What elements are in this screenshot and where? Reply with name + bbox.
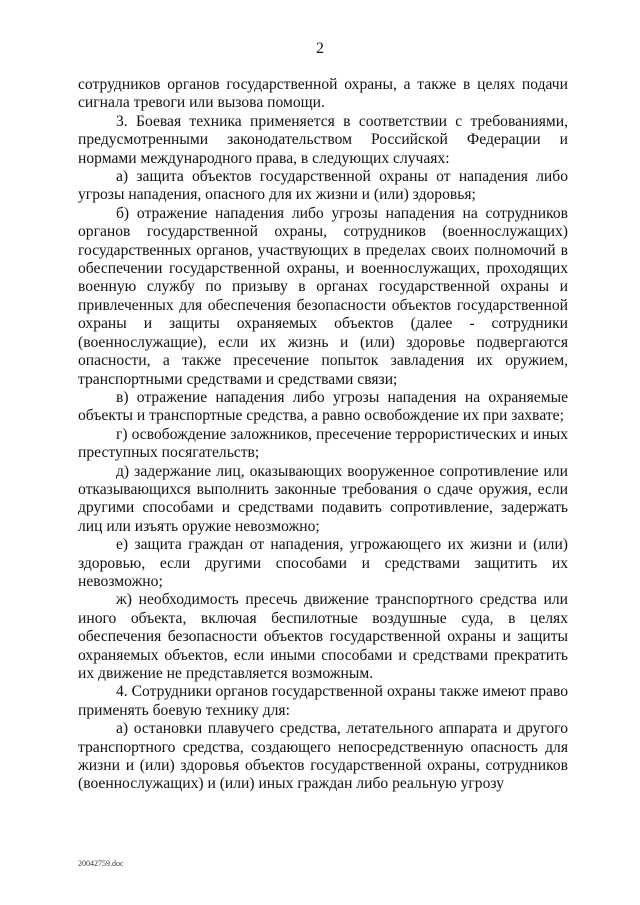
paragraph-subitem-zh: ж) необходимость пресечь движение транспортного средства или иного объекта, включая беспилотные воздушные суда, в целях обеспечения безопасности объектов государственной охраны и защиты охраняемых объектов, если иными способами и средствами прекратить их движение не представляется возможным. [78, 591, 568, 682]
paragraph-subitem-a: а) защита объектов государственной охраны от нападения либо угрозы нападения, опасного для их жизни и (или) здоровья; [78, 168, 568, 204]
paragraph-subitem-g: г) освобождение заложников, пресечение террористических и иных преступных посягательств; [78, 425, 568, 462]
document-body [78, 76, 568, 794]
paragraph-item-3: 3. Боевая техника применяется в соответствии с требованиями, предусмотренными законодательством Российской Федерации и нормами международного права, в следующих случаях: [78, 112, 568, 167]
paragraph-subitem-e: е) защита граждан от нападения, угрожающего их жизни и (или) здоровью, если другими способами и средствами защитить их невозможно; [78, 536, 568, 590]
paragraph-subitem-d: д) задержание лиц, оказывающих вооруженное сопротивление или отказывающихся выполнить законные требования о сдаче оружия, если другими способами и средствами подавить сопротивление, задержать лиц или изъять оружие невозможно; [78, 462, 568, 535]
paragraph-subitem-a-2: а) остановки плавучего средства, летательного аппарата и другого транспортного средства, создающего непосредственную опасность для жизни и (или) здоровья объектов государственной охраны, сотрудников (военнослужащих) и (или) иных граждан либо реальную угрозу [78, 720, 568, 793]
paragraph-subitem-v: в) отражение нападения либо угрозы нападения на охраняемые объекты и транспортные средства, а равно освобождение их при захвате; [78, 388, 568, 425]
footer-document-id: 20042759.doc [78, 859, 124, 868]
page-number: 2 [316, 40, 324, 57]
paragraph-item-4: 4. Сотрудники органов государственной охраны также имеют право применять боевую технику для: [78, 683, 568, 719]
paragraph-subitem-b: б) отражение нападения либо угрозы нападения на сотрудников органов государственной охраны, сотрудников (военнослужащих) государственных органов, участвующих в пределах своих полномочий в обеспечении государственной охраны, и военнослужащих, проходящих военную службу по призыву в органах государственной охраны и привлеченных для обеспечения безопасности объектов государственной охраны и защиты охраняемых объектов (далее - сотрудники (военнослужащие), если их жизнь и (или) здоровье подвергаются опасности, а также пресечение попыток завладения их оружием, транспортными средствами и средствами связи; [78, 204, 568, 388]
paragraph-continuation: сотрудников органов государственной охраны, а также в целях подачи сигнала тревоги или вызова помощи. [78, 76, 568, 112]
